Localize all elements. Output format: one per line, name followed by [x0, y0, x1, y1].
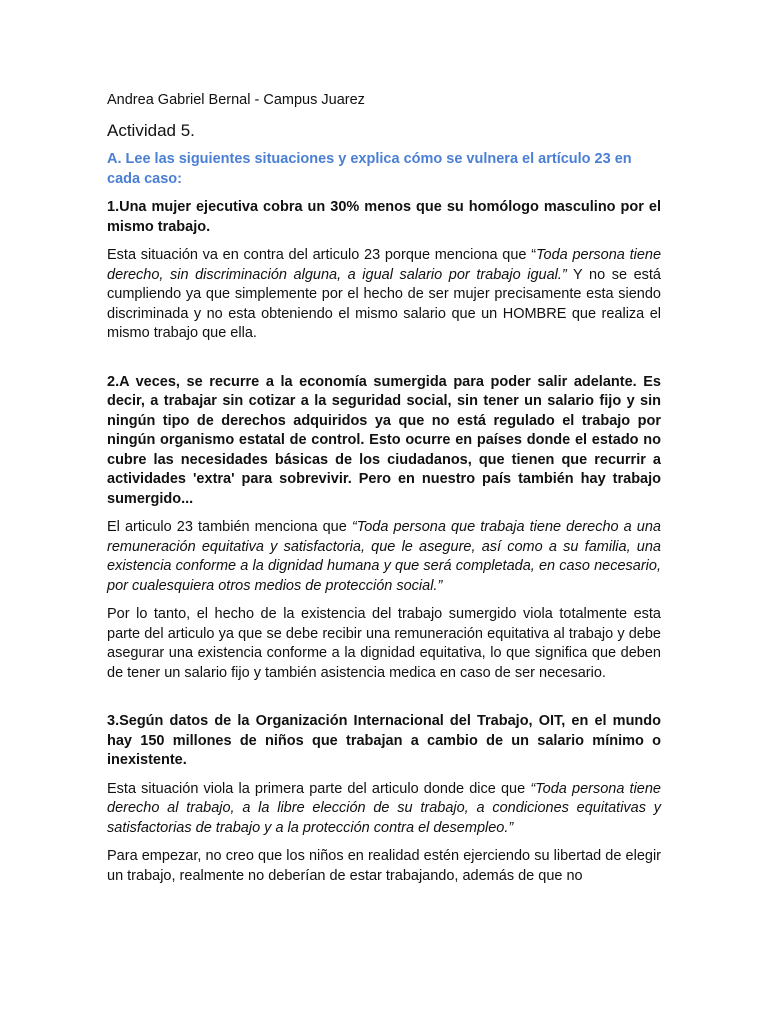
case-2-answer-2: Por lo tanto, el hecho de la existencia del trabajo sumergido viola totalmente esta parte del articulo ya que se debe recibir una remuneración equitativa al trabajo y debe asegurar una existencia conforme a la dignidad equitativa, lo que significa que deben de tener un salario fijo y también asistencia medica en caso de ser necesario. [107, 606, 661, 681]
case-2-answer-intro: El articulo 23 también menciona que [107, 519, 352, 535]
document-page [107, 90, 661, 895]
author-line: Andrea Gabriel Bernal - Campus Juarez [107, 92, 365, 108]
case-3-answer-intro: Esta situación viola la primera parte del articulo donde dice que [107, 780, 531, 797]
case-2-answer-quote: “Toda persona que trabaja tiene derecho a una remuneración equitativa y satisfactoria, que le asegure, así como a su familia, una existencia conforme a la dignidad humana y que será completada, en caso necesario, por cualesquiera otros medios de protección social.” [107, 519, 661, 594]
case-1-question: 1.Una mujer ejecutiva cobra un 30% menos que su homólogo masculino por el mismo trabajo. [107, 199, 661, 235]
case-2-answer-1 [107, 518, 661, 596]
case-3-answer-1 [107, 780, 661, 839]
case-2-question: 2.A veces, se recurre a la economía sumergida para poder salir adelante. Es decir, a trabajar sin cotizar a la seguridad social, sin tener un salario fijo y sin ningún tipo de derechos adquiridos ya que no está regulado el trabajo por ningún organismo estatal de control. Esto ocurre en países donde el estado no cubre las necesidades básicas de los ciudadanos, que tienen que recurrir a actividades 'extra' para sobrevivir. Pero en nuestro país también hay trabajo sumergido... [107, 373, 661, 507]
case-1-answer [107, 246, 661, 344]
case-3-question: 3.Según datos de la Organización Internacional del Trabajo, OIT, en el mundo hay 150 millones de niños que trabajan a cambio de un salario mínimo o inexistente. [107, 713, 661, 768]
activity-title: Actividad 5. [107, 121, 195, 140]
case-3-answer-2: Para empezar, no creo que los niños en realidad estén ejerciendo su libertad de elegir un trabajo, realmente no deberían de estar trabajando, además de que no [107, 848, 661, 884]
instruction-heading: A. Lee las siguientes situaciones y explica cómo se vulnera el artículo 23 en cada caso: [107, 151, 632, 187]
case-3-answer-quote: “Toda persona tiene derecho al trabajo, a la libre elección de su trabajo, a condiciones equitativas y satisfactorias de trabajo y a la protección contra el desempleo.” [107, 780, 661, 836]
case-1-answer-intro: Esta situación va en contra del articulo 23 porque menciona que “ [107, 247, 537, 263]
case-1-answer-rest: Y no se está cumpliendo ya que simplemente por el hecho de ser mujer precisamente esta siendo discriminada y no esta obteniendo el mismo salario que un HOMBRE que realiza el mismo trabajo que ella. [107, 266, 661, 341]
case-1-answer-quote: Toda persona tiene derecho, sin discriminación alguna, a igual salario por trabajo igual.” [107, 247, 662, 283]
spacer [107, 353, 661, 373]
spacer [107, 692, 661, 712]
